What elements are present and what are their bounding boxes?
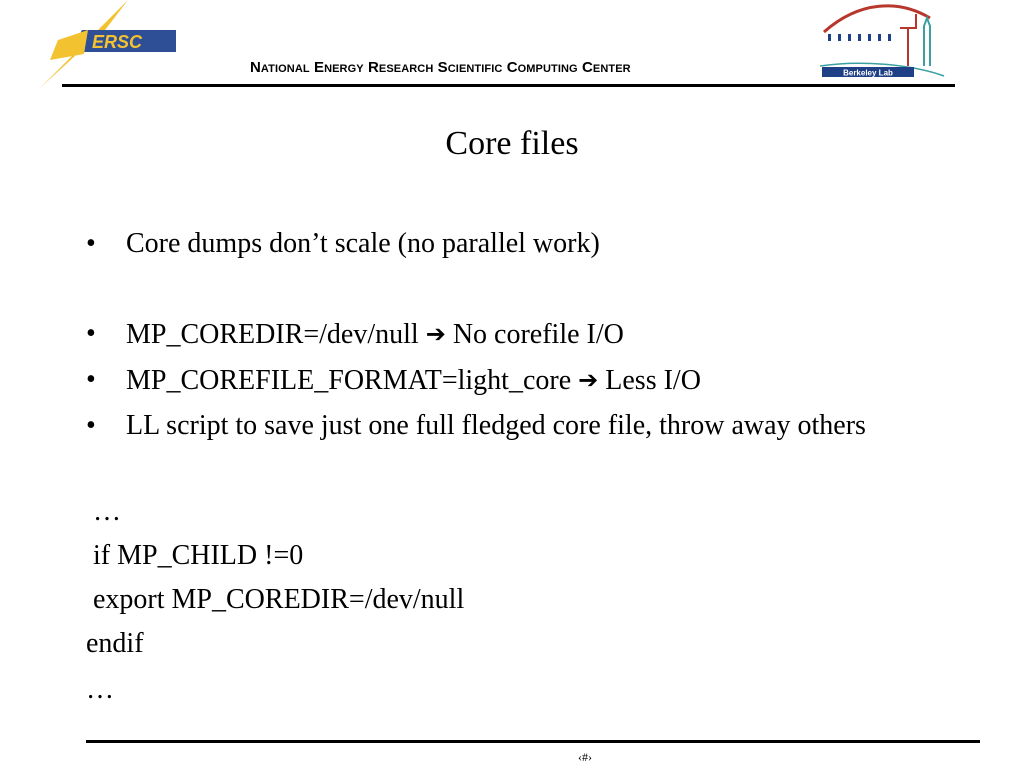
bullet-item: [86, 226, 956, 262]
berkeley-lab-text: Berkeley Lab: [843, 68, 893, 78]
bullet-text: LL script to save just one full fledged core file, throw away others: [126, 410, 866, 441]
script-line: endif: [86, 628, 144, 659]
bullet-item: [86, 408, 956, 444]
header-divider: [62, 84, 955, 87]
bullet-dot: •: [86, 410, 96, 441]
organization-name: National Energy Research Scientific Computing Center: [250, 59, 631, 76]
arrow-right-icon: ➔: [425, 320, 446, 348]
slide-title: Core files: [445, 125, 579, 162]
page-number: ‹#›: [578, 750, 592, 764]
script-line: export MP_COREDIR=/dev/null: [86, 584, 465, 615]
bullet-item: [86, 362, 956, 399]
berkeley-lab-logo: [820, 4, 950, 80]
footer-divider: [86, 740, 980, 743]
bullet-text: MP_COREFILE_FORMAT=light_core: [126, 365, 572, 396]
script-line: …: [86, 674, 114, 705]
arrow-right-icon: ➔: [578, 366, 599, 394]
bullet-text: MP_COREDIR=/dev/null: [126, 319, 419, 350]
nersc-logo: [30, 0, 190, 90]
bullet-text: Core dumps don’t scale (no parallel work): [126, 228, 600, 259]
bullet-text: No corefile I/O: [452, 319, 624, 350]
slide-header: [0, 0, 1024, 92]
bullet-text: Less I/O: [605, 365, 701, 396]
bullet-dot: •: [86, 228, 96, 259]
bullet-dot: •: [86, 318, 96, 349]
script-line: if MP_CHILD !=0: [86, 540, 304, 571]
script-line: …: [86, 496, 121, 527]
bullet-item: [86, 316, 956, 353]
bullet-dot: •: [86, 364, 96, 395]
nersc-logo-text: ERSC: [92, 32, 143, 52]
